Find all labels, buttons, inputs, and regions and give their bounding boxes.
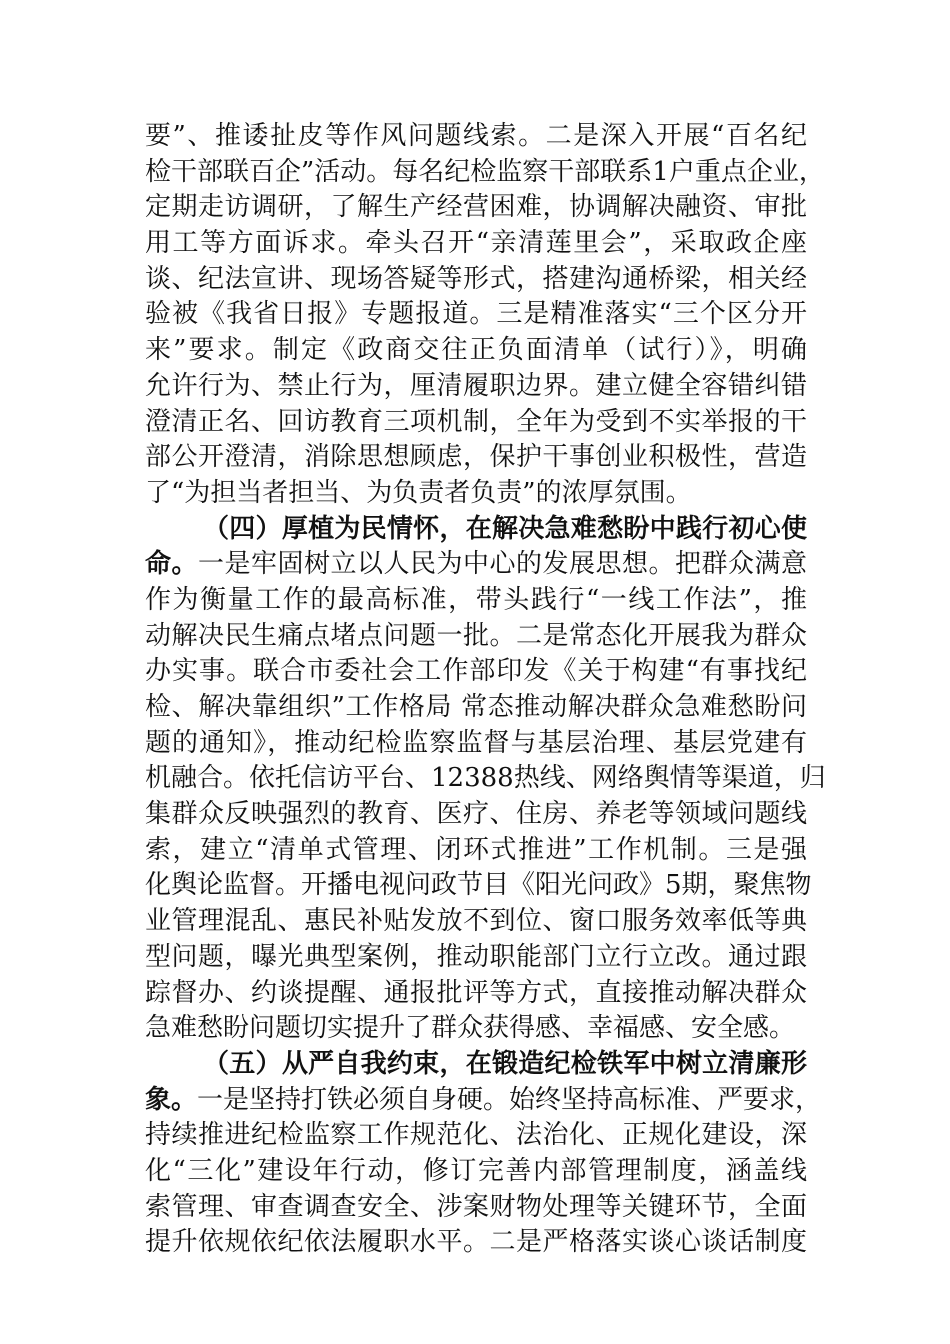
- text-line: [145, 226, 807, 262]
- text-line: [145, 440, 807, 476]
- body-text: 持续推进纪检监察工作规范化、法治化、正规化建设，深: [145, 1120, 807, 1151]
- body-text: 动解决民生痛点堵点问题一批。二是常态化开展我为群众: [145, 620, 807, 651]
- text-line: [145, 868, 812, 904]
- heading-text: （五）从严自我约束，在锻造纪检铁军中树立清廉形: [203, 1048, 807, 1079]
- body-text: 集群众反映强烈的教育、医疗、住房、养老等领域问题线: [145, 799, 807, 830]
- text-line: [145, 547, 807, 583]
- body-text: 谈、纪法宣讲、现场答疑等形式，搭建沟通桥梁，相关经: [145, 263, 807, 294]
- body-text: 了“为担当者担当、为负责者负责”的浓厚氛围。: [145, 477, 692, 508]
- body-text: 索管理、审查调查安全、涉案财物处理等关键环节，全面: [145, 1191, 807, 1222]
- section-heading-line: [145, 512, 807, 548]
- body-text: 澄清正名、回访教育三项机制，全年为受到不实举报的干: [145, 406, 807, 437]
- text-line: [145, 726, 807, 762]
- text-line: [145, 1118, 807, 1154]
- body-text: 检、解决靠组织”工作格局 常态推动解决群众急难愁盼问: [145, 692, 807, 722]
- text-line: [145, 761, 826, 797]
- text-line: [145, 583, 807, 619]
- section-heading-line: [145, 1047, 807, 1083]
- body-text: 用工等方面诉求。牵头召开“亲清莲里会”，采取政企座: [145, 228, 807, 259]
- body-text: 来”要求。制定《政商交往正负面清单（试行）》，明确: [145, 335, 807, 366]
- body-text: 急难愁盼问题切实提升了群众获得感、幸福感、安全感。: [145, 1013, 796, 1044]
- text-line: [145, 1190, 807, 1226]
- body-text: 办实事。联合市委社会工作部印发《关于构建“有事找纪: [145, 656, 807, 687]
- text-line: [145, 405, 807, 441]
- body-text: 机融合。依托信访平台、12388热线、网络舆情等渠道，归: [145, 763, 826, 794]
- body-text: 一是牢固树立以人民为中心的发展思想。把群众满意: [198, 549, 807, 580]
- text-line: [145, 369, 807, 405]
- text-line: [145, 1011, 807, 1047]
- body-text: 索，建立“清单式管理、闭环式推进”工作机制。三是强: [145, 834, 807, 865]
- text-line: [145, 1154, 807, 1190]
- text-line: [145, 1225, 807, 1261]
- heading-text: （四）厚植为民情怀，在解决急难愁盼中践行初心使: [203, 513, 807, 544]
- body-text: 化舆论监督。开播电视问政节目《阳光问政》5期，聚焦物: [145, 870, 812, 901]
- body-text: 验被《我省日报》专题报道。三是精准落实“三个区分开: [145, 299, 807, 330]
- text-line: [145, 476, 807, 512]
- text-line: [145, 1083, 822, 1119]
- body-text: 踪督办、约谈提醒、通报批评等方式，直接推动解决群众: [145, 977, 807, 1008]
- text-line: [145, 904, 807, 940]
- text-line: [145, 833, 807, 869]
- body-text: 要”、推诿扯皮等作风问题线索。二是深入开展“百名纪: [145, 121, 807, 151]
- body-text: 业管理混乱、惠民补贴发放不到位、窗口服务效率低等典: [145, 906, 807, 937]
- heading-text: 命。: [145, 549, 198, 580]
- body-text: 部公开澄清，消除思想顾虑，保护干事创业积极性，营造: [145, 442, 807, 473]
- document-body: [145, 119, 826, 1261]
- body-text: 定期走访调研，了解生产经营困难，协调解决融资、审批: [145, 192, 807, 223]
- text-line: [145, 797, 807, 833]
- text-line: [145, 654, 807, 690]
- text-line: [145, 690, 807, 726]
- text-line: [145, 190, 807, 226]
- text-line: [145, 297, 807, 333]
- body-text: 提升依规依纪依法履职水平。二是严格落实谈心谈话制度: [145, 1227, 807, 1258]
- body-text: 一是坚持打铁必须自身硬。始终坚持高标准、严要求，: [197, 1084, 822, 1115]
- text-line: [145, 619, 807, 655]
- body-text: 作为衡量工作的最高标准，带头践行“一线工作法”，推: [145, 584, 807, 615]
- text-line: [145, 155, 825, 191]
- text-line: [145, 262, 807, 298]
- text-line: [145, 119, 807, 155]
- text-line: [145, 333, 807, 369]
- body-text: 允许行为、禁止行为，厘清履职边界。建立健全容错纠错: [145, 370, 807, 401]
- heading-text: 象。: [145, 1084, 198, 1115]
- text-line: [145, 976, 807, 1012]
- text-line: [145, 940, 807, 976]
- body-text: 型问题，曝光典型案例，推动职能部门立行立改。通过跟: [145, 941, 807, 972]
- body-text: 检干部联百企”活动。每名纪检监察干部联系1户重点企业，: [145, 156, 825, 187]
- body-text: 题的通知》，推动纪检监察监督与基层治理、基层党建有: [145, 727, 807, 758]
- body-text: 化“三化”建设年行动，修订完善内部管理制度，涵盖线: [145, 1155, 807, 1186]
